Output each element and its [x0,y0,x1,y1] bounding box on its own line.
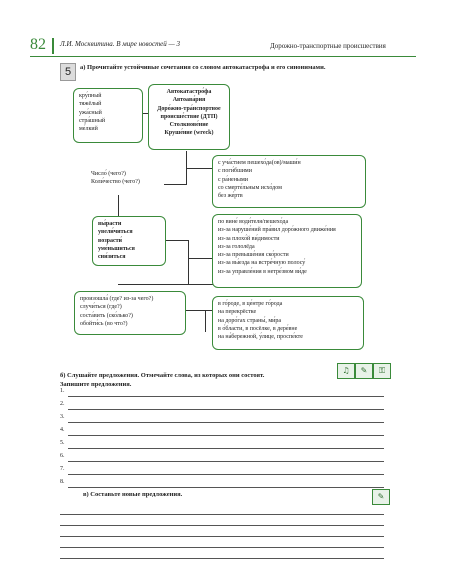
page-number: 82 [30,36,46,53]
connector-count [163,184,187,185]
count-box: Число́ (чего?) Коли́чество (чего?) [86,167,164,195]
task-a-instruction: а) Прочитайте устойчивые сочетания со словом автокатастрофа и его синонимами. [80,64,326,71]
header-rule [30,56,416,57]
exercise-number: 5 [60,63,76,81]
writing-line-c-3[interactable] [60,536,384,537]
connector-happen-to-place [186,310,212,311]
task-b-instruction: б) Слушайте предложения. Отмечайте слова, из которых они состоят. Запишите предложения. [60,372,265,388]
cause-box: по вине́ води́теля/пешехо́да из-за наруше́ний пра́вил доро́жного движе́ния из-за плохо́й ви́димости из-за гололёда из-за превыше́ния ско́рости из-за вы́езда на встре́чную полосу́ из-за управле́ния в нетре́звом ви́де [212,214,362,288]
writing-line-1[interactable] [68,396,384,397]
connector-verbs-vertical [118,195,119,217]
key-icon: ⚿ [373,363,391,379]
writing-line-3[interactable] [68,422,384,423]
line-number-5: 5. [60,440,65,446]
line-number-7: 7. [60,466,65,472]
center-box: Автокатастро́фа Автоава́рия Доро́жно-тра́нспортное происше́ствие (ДТП) Столкнове́ние Круше́ние (wreck) [148,84,230,150]
writing-line-c-5[interactable] [60,558,384,559]
line-number-4: 4. [60,427,65,433]
writing-line-c-1[interactable] [60,514,384,515]
task-c-instruction: в) Составьте новые предложения. [83,491,183,498]
place-box: в го́роде, в це́нтре го́рода на перекрёстке на доро́гах страны́, ми́ра в о́бласти, в посёлке, в дере́вне на на́бережной, у́лице, проспе́кте [212,296,364,350]
line-number-6: 6. [60,453,65,459]
writing-line-c-2[interactable] [60,525,384,526]
writing-line-7[interactable] [68,474,384,475]
header-divider [52,38,54,54]
writing-line-c-4[interactable] [60,547,384,548]
pen-icon-task-c: ✎ [372,489,390,505]
adjectives-box: кру́пный тяжёлый ужа́сный стра́шный ме́лкий [73,88,143,143]
line-number-1: 1. [60,388,65,394]
line-number-2: 2. [60,401,65,407]
happen-box: произошла́ (где? из-за чего?) случи́ться (где?) соста́вить (ско́лько?) обойти́сь (во что?) [74,291,186,335]
line-number-8: 8. [60,479,65,485]
with-box: с уча́стием пешехо́да(ов)/маши́н с поги́бшими с ра́неными со смерте́льным исхо́дом без же́ртв [212,155,366,208]
headphones-icon: ♫ [337,363,355,379]
connector-center-right [186,168,212,169]
writing-line-8[interactable] [68,487,384,488]
pen-icon: ✎ [355,363,373,379]
line-number-3: 3. [60,414,65,420]
connector-to-cause [188,258,212,259]
connector-right-vertical [188,240,189,284]
writing-line-4[interactable] [68,435,384,436]
writing-line-6[interactable] [68,461,384,462]
connector-verbs-right [166,240,188,241]
writing-line-2[interactable] [68,409,384,410]
writing-line-5[interactable] [68,448,384,449]
header-chapter-title: Дорожно-транспортные происшествия [270,42,386,50]
connector-happen-top [118,284,214,285]
connector-happen-vertical [205,310,206,332]
verbs-box: вы́расти увели́читься возрасти́ уме́ньшиться сни́зиться [92,216,166,266]
header-book-title: Л.И. Москвитина. В мире новостей — 3 [60,40,180,48]
